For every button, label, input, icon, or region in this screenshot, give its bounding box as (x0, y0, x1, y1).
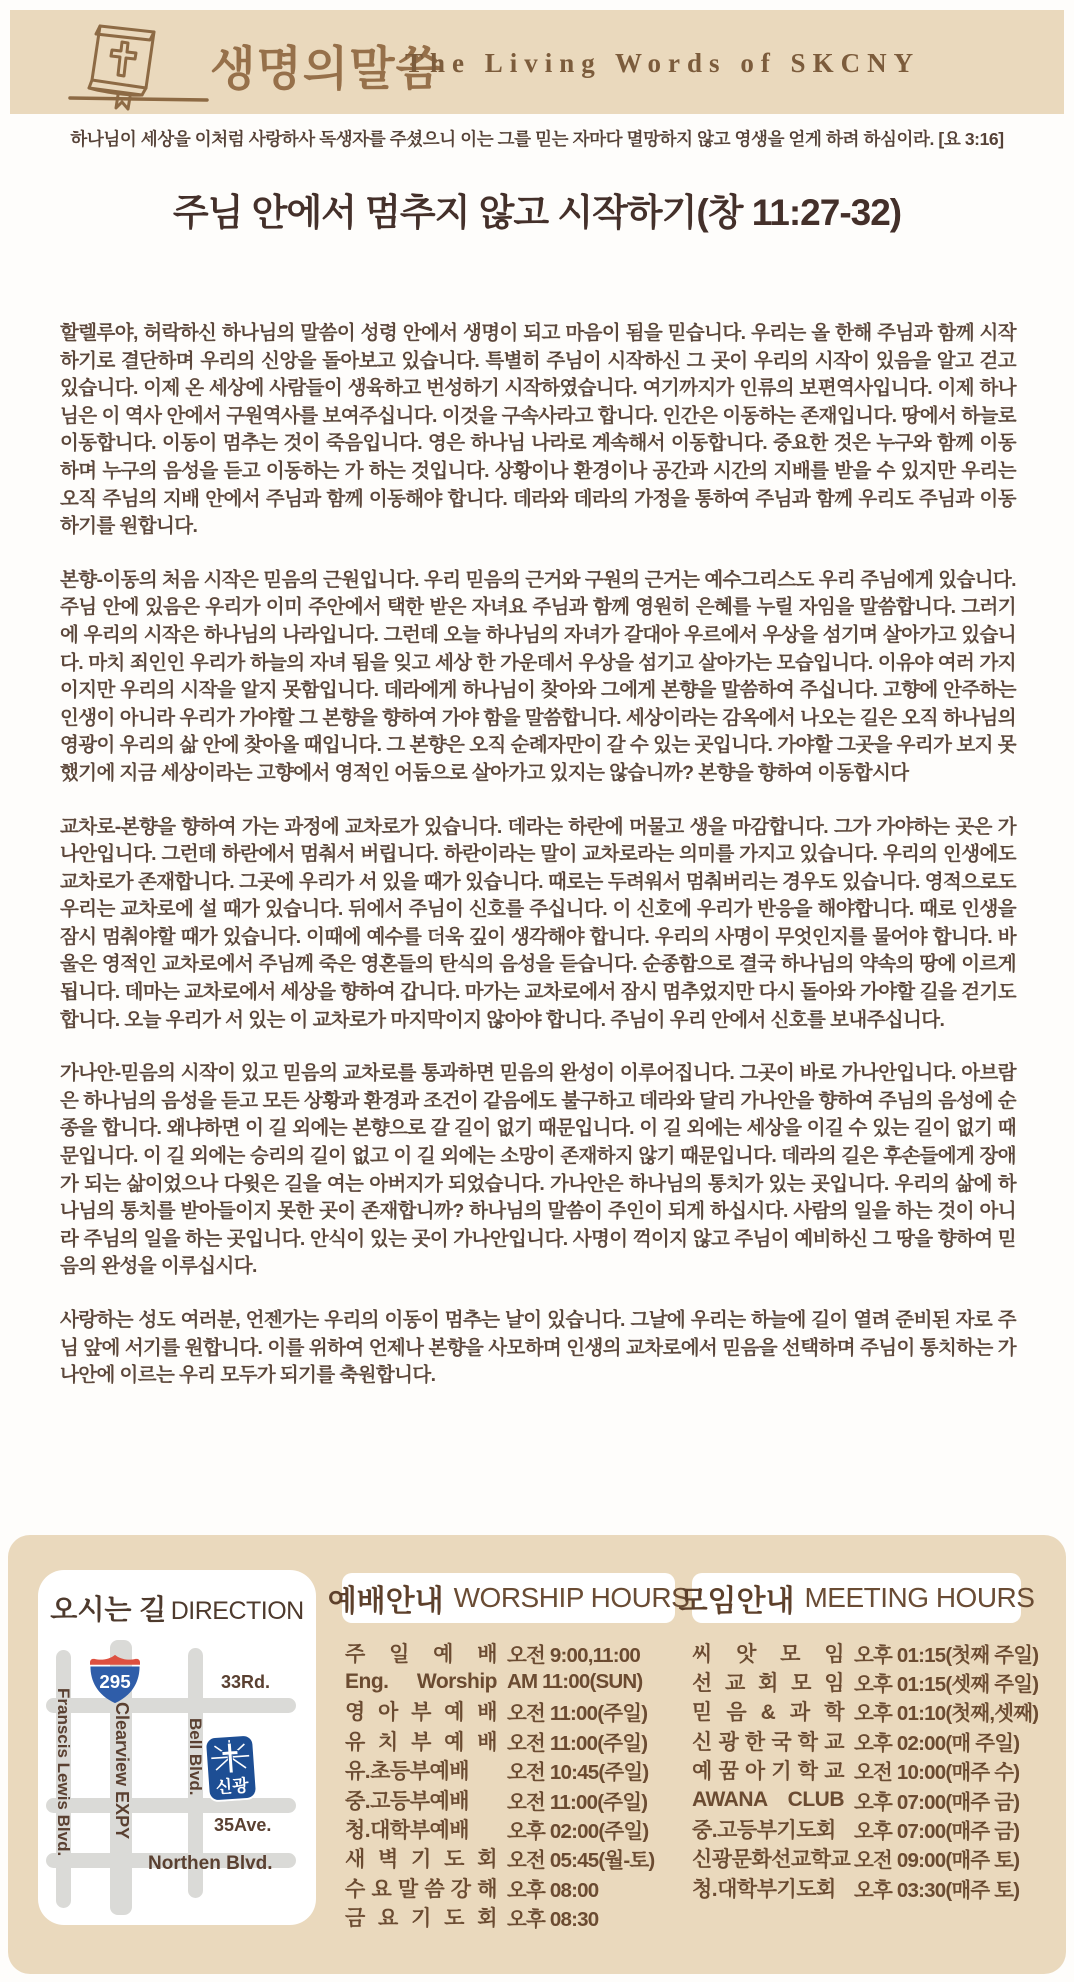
scripture-verse: 하나님이 세상을 이처럼 사랑하사 독생자를 주셨으니 이는 그를 믿는 자마다 멸망하지 않고 영생을 얻게 하려 하심이라. [요 3:16] (70, 129, 1004, 149)
meeting-row: 씨 앗 모 임 오후 01:15(첫째 주일) (692, 1642, 1039, 1667)
worship-row: 영 아 부 예 배 오전 11:00(주일) (345, 1701, 648, 1726)
meeting-title-en: MEETING HOURS (804, 1582, 1035, 1613)
meeting-row: 예 꿈 아 기 학 교 오전 10:00(매주 수) (692, 1760, 1020, 1785)
meeting-row: 중.고등부기도회 오후 07:00(매주 금) (692, 1819, 1020, 1844)
worship-schedule (345, 1638, 675, 1932)
meeting-row: AWANA CLUB 오후 07:00(매주 금) (692, 1787, 1020, 1814)
sermon-body (60, 320, 1016, 1416)
worship-row: 새 벽 기 도 회 오전 05:45(월-토) (345, 1848, 655, 1873)
direction-title-ko: 오시는 길 (50, 1594, 167, 1625)
road-33rd (46, 1698, 296, 1713)
footer-info-panel (8, 1535, 1066, 1974)
road-label-franscis-lewis: Franscis Lewis Blvd. (54, 1688, 73, 1857)
worship-row: 수 요 말 씀 강 해 오후 08:00 (345, 1877, 599, 1902)
sermon-paragraph-closing: 사랑하는 성도 여러분, 언젠가는 우리의 이동이 멈추는 날이 있습니다. 그날에 우리는 하늘에 길이 열려 준비된 자로 주님 앞에 서기를 원합니다. 이를 위하여 언제나 본향을 사모하며 인생의 교차로에서 믿음을 선택하며 주님이 통치하는 가나안에 이르는 우리 모두가 되기를 축원합니다. (60, 1309, 1016, 1387)
meeting-row: 청.대학부기도회 오후 03:30(매주 토) (692, 1877, 1020, 1902)
worship-row: 청.대학부예배 오후 02:00(주일) (345, 1819, 649, 1844)
sermon-paragraph-bonhyang: 본향-이동의 처음 시작은 믿음의 근원입니다. 우리 믿음의 근거와 구원의 근거는 예수그리스도 우리 주님에게 있습니다. 주님 안에 있음은 우리가 이미 주안에서 택한 받은 자녀요 주님과 함께 영원히 은혜를 누릴 자임을 말씀합니다. 그러기에 우리의 시작은 하나님의 나라입니다. 그런데 오늘 하나님의 자녀가 갈대아 우르에서 우상을 섬기며 살아가고 있습니다. 마치 죄인인 우리가 하늘의 자녀 됨을 잊고 세상 한 가운데서 우상을 섬기고 살아가는 모습입니다. 이유야 여러 가지이지만 우리의 시작을 알지 못함입니다. 데라에게 하나님이 찾아와 그에게 본향을 말씀하여 주십니다. 고향에 안주하는 인생이 아니라 우리가 가야할 그 본향을 향하여 가야 함을 말씀합니다. 세상이라는 감옥에서 나오는 길은 오직 하나님의 영광이 우리의 삶 안에 찾아올 때입니다. 그 본향은 오직 순례자만이 갈 수 있는 곳입니다. 가야할 그곳을 우리가 보지 못했기에 지금 세상이라는 고향에서 영적인 어둠으로 살아가고 있지는 않습니까? 본향을 향하여 이동합시다 (60, 568, 1016, 784)
road-label-clearview-expy: Clearview EXPY (112, 1702, 132, 1840)
sermon-paragraph-canaan: 가나안-믿음의 시작이 있고 믿음의 교차로를 통과하면 믿음의 완성이 이루어집니다. 그곳이 바로 가나안입니다. 아브람은 하나님의 음성을 듣고 모든 상황과 환경과 조건이 같음에도 불구하고 데라와 달리 가나안을 향하여 주님의 음성에 순종을 합니다. 왜냐하면 이 길 외에는 본향으로 갈 길이 없기 때문입니다. 이 길 외에는 세상을 이길 수 있는 길이 없기 때문입니다. 이 길 외에는 승리의 길이 없고 이 길 외에는 소망이 존재하지 않기 때문입니다. 데라의 길은 후손들에게 장애가 되는 삶이었으나 다윗은 길을 여는 아버지가 되었습니다. 가나안은 하나님의 통치가 있는 곳입니다. 우리의 삶에 하나님의 통치를 받아들이지 못한 곳이 존재합니까? 하나님의 말씀이 주인이 되게 하십시다. 사람의 일을 하는 것이 아니라 주님의 일을 하는 곳입니다. 안식이 있는 곳이 가나안입니다. 사명이 꺽이지 않고 주님이 예비하신 그 땅을 향하여 믿음의 완성을 이루십시다. (60, 1062, 1016, 1278)
meeting-row: 신광문화선교학교 오전 09:00(매주 토) (692, 1848, 1020, 1873)
interstate-295-shield-icon (88, 1654, 142, 1704)
worship-row: 중.고등부예배 오전 11:00(주일) (345, 1789, 648, 1814)
header-band (10, 10, 1064, 114)
sermon-title: 주님 안에서 멈추지 않고 시작하기(창 11:27-32) (172, 192, 902, 233)
road-label-33rd: 33Rd. (221, 1672, 271, 1692)
meeting-row: 신 광 한 국 학 교 오후 02:00(매 주일) (692, 1730, 1020, 1755)
worship-title-en: WORSHIP HOURS (453, 1582, 690, 1613)
direction-card (38, 1570, 316, 1925)
svg-text:295: 295 (99, 1670, 131, 1692)
worship-row: 주 일 예 배 오전 9:00,11:00 (345, 1642, 640, 1667)
worship-row: 금 요 기 도 회 오후 08:30 (345, 1907, 599, 1932)
bible-with-cross-icon (62, 18, 212, 112)
sermon-paragraph-intro: 할렐루야, 허락하신 하나님의 말씀이 성령 안에서 생명이 되고 마음이 됨을 믿습니다. 우리는 올 한해 주님과 함께 시작하기로 결단하며 우리의 신앙을 돌아보고 있습니다. 특별히 주님이 시작하신 그 곳이 우리의 시작이 있음을 알고 걷고 있습니다. 이제 온 세상에 사람들이 생육하고 번성하기 시작하였습니다. 여기까지가 인류의 보편역사입니다. 이제 하나님은 이 역사 안에서 구원역사를 보여주십니다. 이것을 구속사라고 합니다. 인간은 이동하는 존재입니다. 땅에서 하늘로 이동합니다. 이동이 멈추는 것이 죽음입니다. 영은 하나님 나라로 계속해서 이동합니다. 중요한 것은 누구와 함께 이동하며 누구의 음성을 듣고 이동하는 가 하는 것입니다. 상황이나 환경이나 공간과 시간의 지배를 받을 수 있지만 우리는 오직 주님의 지배 안에서 주님과 함께 이동해야 합니다. 데라와 데라의 가정을 통하여 주님과 함께 우리도 주님과 이동하기를 원합니다. (60, 322, 1016, 538)
meeting-row: 선 교 회 모 임 오후 01:15(셋째 주일) (692, 1672, 1039, 1697)
bulletin-logo-subtitle: The Living Words of SKCNY (405, 48, 921, 78)
worship-row: Eng. Worship AM 11:00(SUN) (345, 1670, 643, 1694)
bulletin-logo-title: 생명의말씀 (210, 42, 443, 95)
church-logo-icon (204, 1733, 258, 1802)
worship-row: 유.초등부예배 오전 10:45(주일) (345, 1760, 649, 1785)
meeting-row: 믿 음 & 과 학 오후 01:10(첫째,셋째) (692, 1701, 1039, 1726)
worship-title-ko: 예배안내 (327, 1585, 444, 1618)
road-35ave (46, 1798, 296, 1813)
meeting-hours-title (678, 1573, 1035, 1623)
road-label-northen-blvd: Northen Blvd. (148, 1853, 273, 1874)
road-label-bell-blvd: Bell Blvd. (186, 1718, 205, 1796)
road-label-35ave: 35Ave. (214, 1815, 272, 1835)
meeting-title-ko: 모임안내 (678, 1585, 795, 1618)
worship-hours-title (327, 1573, 690, 1623)
direction-map (38, 1570, 316, 1925)
meeting-schedule (692, 1638, 1044, 1903)
direction-title-en: DIRECTION (170, 1597, 304, 1625)
svg-text:신광: 신광 (215, 1775, 250, 1798)
sermon-paragraph-crossroad: 교차로-본향을 향하여 가는 과정에 교차로가 있습니다. 데라는 하란에 머물고 생을 마감합니다. 그가 가야하는 곳은 가나안입니다. 그런데 하란에서 멈춰서 버립니다. 하란이라는 말이 교차로라는 의미를 가지고 있습니다. 우리의 인생에도 교차로가 존재합니다. 그곳에 우리가 서 있을 때가 있습니다. 때로는 두려워서 멈춰버리는 경우도 있습니다. 영적으로도 우리는 교차로에 설 때가 있습니다. 뒤에서 주님이 신호를 주십니다. 이 신호에 우리가 반응을 해야합니다. 때로 인생을 잠시 멈춰야할 때가 있습니다. 이때에 예수를 더욱 깊이 생각해야 합니다. 우리의 사명이 무엇인지를 물어야 합니다. 바울은 영적인 교차로에서 주님께 죽은 영혼들의 탄식의 음성을 듣습니다. 순종함으로 결국 하나님의 약속의 땅에 이르게 됩니다. 데마는 교차로에서 세상을 향하여 갑니다. 마가는 교차로에서 잠시 멈추었지만 다시 돌아와 가야할 길을 걷기도 합니다. 오늘 우리가 서 있는 이 교차로가 마지막이지 않아야 합니다. 주님이 우리 안에서 신호를 보내주십니다. (60, 815, 1016, 1031)
worship-row: 유 치 부 예 배 오전 11:00(주일) (345, 1730, 648, 1755)
